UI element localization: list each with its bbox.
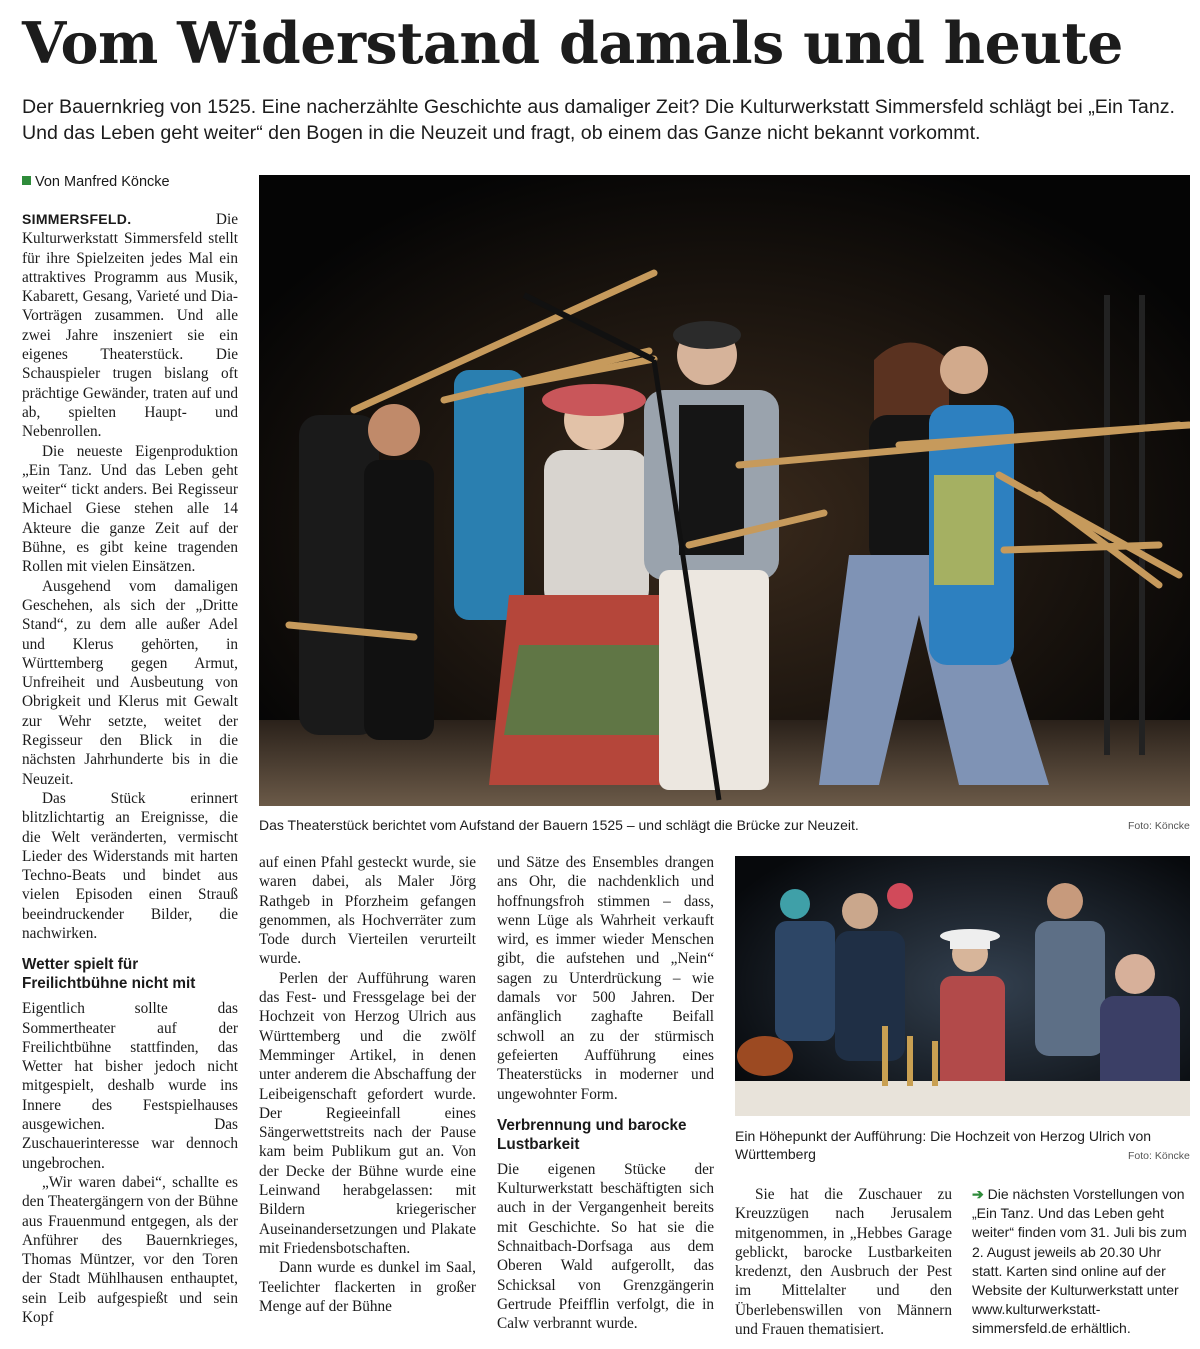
headline: Vom Widerstand damals und heute xyxy=(22,10,1123,77)
second-photo-illustration xyxy=(735,856,1190,1116)
col1-paragraph-2: Die neueste Eigenproduktion „Ein Tanz. Und das Leben geht weiter“ tickt anders. Bei Regisseur Michael Giese stehen alle 14 Akteure die ganze Zeit auf der Bühne, es gibt keine tragenden Rollen mit vielen Einsätzen. xyxy=(22,442,238,576)
col1-paragraph-4: Das Stück erinnert blitzlichtartig an Ereignisse, die die Welt veränderten, vermischt Lieder des Widerstands mit harten Techno-Beats und bindet aus vielen Episoden einen Strauß beeindruckender Bilder, die nachwirken. xyxy=(22,789,238,942)
subhead-wetter: Wetter spielt für Freilichtbühne nicht mit xyxy=(22,956,196,993)
col3-paragraph-1: und Sätze des Ensembles drangen ans Ohr, die nachdenklich und hoffnungsfroh stimmen – dass, wenn Lüge als Wahrheit verkauft wird, es immer wieder Menschen gibt, die aufstehen und „Nein“ sagen zu Unterdrückung – wie damals vor 500 Jahren. Der anfänglich zaghafte Beifall schwoll an zu der stürmisch gefeierten Aufführung eines Theaterstücks in moderner und ungewohnter Form. xyxy=(497,854,714,1103)
main-photo-caption: Das Theaterstück berichtet vom Aufstand der Bauern 1525 – und schlägt die Brücke zur Neuzeit. xyxy=(259,817,859,833)
info-box xyxy=(972,1185,1190,1339)
col1-paragraph-1 xyxy=(22,210,238,442)
col1-paragraph-5: Eigentlich sollte das Sommertheater auf der Freilichtbühne stattfinden, das Wetter hat bisher jedoch nicht mitgespielt, deshalb wurde ins Innere des Festspielhauses ausgewichen. Das Zuschauerinteresse war dennoch ungebrochen. xyxy=(22,1000,238,1172)
main-photo xyxy=(259,175,1190,806)
column-4 xyxy=(735,1185,952,1339)
byline-square-icon xyxy=(22,176,31,185)
column-2 xyxy=(259,853,476,1316)
col1-paragraph-6: „Wir waren dabei“, schallte es den Theatergängern von der Bühne aus Frauenmund entgegen, als der Anführer des Bauernkrieges, Thomas Müntzer, vor den Toren der Stadt Mühlhausen enthauptet, sein Leib aufgespießt und sein Kopf xyxy=(22,1173,238,1327)
main-photo-illustration xyxy=(259,175,1190,806)
col2-paragraph-2: Perlen der Aufführung waren das Fest- und Fressgelage bei der Hochzeit von Herzog Ulrich aus Württemberg und die zwölf Memminger Artikel, in denen unter anderem die Abschaffung der Leibeigenschaft gefordert wurde. Der Regieeinfall eines Sängerwettstreits nach der Pause kam beim Publikum gut an. Von der Decke der Bühne wurde eine Leinwand herabgelassen: mit Bildern kriegerischer Auseinandersetzungen und Plakate mit Friedensbotschaften. xyxy=(259,969,476,1257)
column-1 xyxy=(22,210,238,1327)
col4-paragraph-1: Sie hat die Zuschauer zu Kreuzzügen nach Jerusalem mitgenommen, in „Hebbes Garage geblickt, barocke Lustbarkeiten kredenzt, den Ausbruch der Pest im Mittelalter und den Überlebenswillen von Männern und Frauen thematisiert. xyxy=(735,1186,952,1339)
column-3 xyxy=(497,853,714,1334)
byline xyxy=(22,173,242,191)
arrow-right-icon: ➔ xyxy=(972,1186,984,1202)
second-photo xyxy=(735,856,1190,1116)
second-photo-credit: Foto: Köncke xyxy=(1128,1150,1190,1162)
col2-paragraph-3: Dann wurde es dunkel im Saal, Teelichter flackerten in großer Menge auf der Bühne xyxy=(259,1259,476,1315)
main-photo-credit: Foto: Köncke xyxy=(1128,820,1190,832)
info-text: Die nächsten Vorstellungen von „Ein Tanz. Und das Leben geht weiter“ finden vom 31. Juli bis zum 2. August jeweils ab 20.30 Uhr statt. Karten sind online auf der Website der Kulturwerkstatt unter www.kulturwerkstatt-simmersfeld.de erhältlich. xyxy=(972,1186,1187,1337)
dateline: SIMMERSFELD. xyxy=(22,211,132,227)
col1-paragraph-3: Ausgehend vom damaligen Geschehen, als sich der „Dritte Stand“, zu dem alle außer Adel und Klerus gehörten, in Württemberg gegen Armut, Unfreiheit und Ausbeutung von Obrigkeit und Klerus mit Gewalt zur Wehr setzte, weitet der Regisseur den Blick in die nächsten Jahrhunderte bis in die Neuzeit. xyxy=(22,577,238,788)
subhead-verbrennung: Verbrennung und barocke Lustbarkeit xyxy=(497,1116,687,1153)
byline-text: Von Manfred Köncke xyxy=(35,174,170,190)
col1-p1-text: Die Kulturwerkstatt Simmersfeld stellt für ihre Spielzeiten jedes Mal ein attraktives Programm aus Musik, Kabarett, Gesang, Varieté und Dia-Vorträgen zusammen. Und alle zwei Jahre inszeniert sie ein eigenes Theaterstück. Die Schauspieler trugen bislang oft prächtige Gewänder, traten auf und ab, spielten Haupt- und Nebenrollen. xyxy=(22,211,238,441)
second-photo-caption: Ein Höhepunkt der Aufführung: Die Hochzeit von Herzog Ulrich von Württemberg xyxy=(735,1128,1152,1162)
col3-paragraph-2: Die eigenen Stücke der Kulturwerkstatt beschäftigten sich auch in der Vergangenheit bereits mit Geschichte. So hat sie die Schnaitbach-Dorfsaga aus dem Oberen Wald aufgerollt, das Schicksal von Grenzgängerin Gertrude Pfeifflin verfolgt, die in Calw verbrannt wurde. xyxy=(497,1160,714,1333)
article-deck: Der Bauernkrieg von 1525. Eine nacherzählte Geschichte aus damaliger Zeit? Die Kulturwerkstatt Simmersfeld schlägt bei „Ein Tanz. Und das Leben geht weiter“ den Bogen in die Neuzeit und fragt, ob einem das Ganze nicht bekannt vorkommt. xyxy=(22,96,1175,144)
col2-paragraph-1: auf einen Pfahl gesteckt wurde, sie waren dabei, als Maler Jörg Rathgeb in Pforzheim gefangen genommen, als Hochverräter zum Tode durch Vierteilen verurteilt wurde. xyxy=(259,854,476,968)
